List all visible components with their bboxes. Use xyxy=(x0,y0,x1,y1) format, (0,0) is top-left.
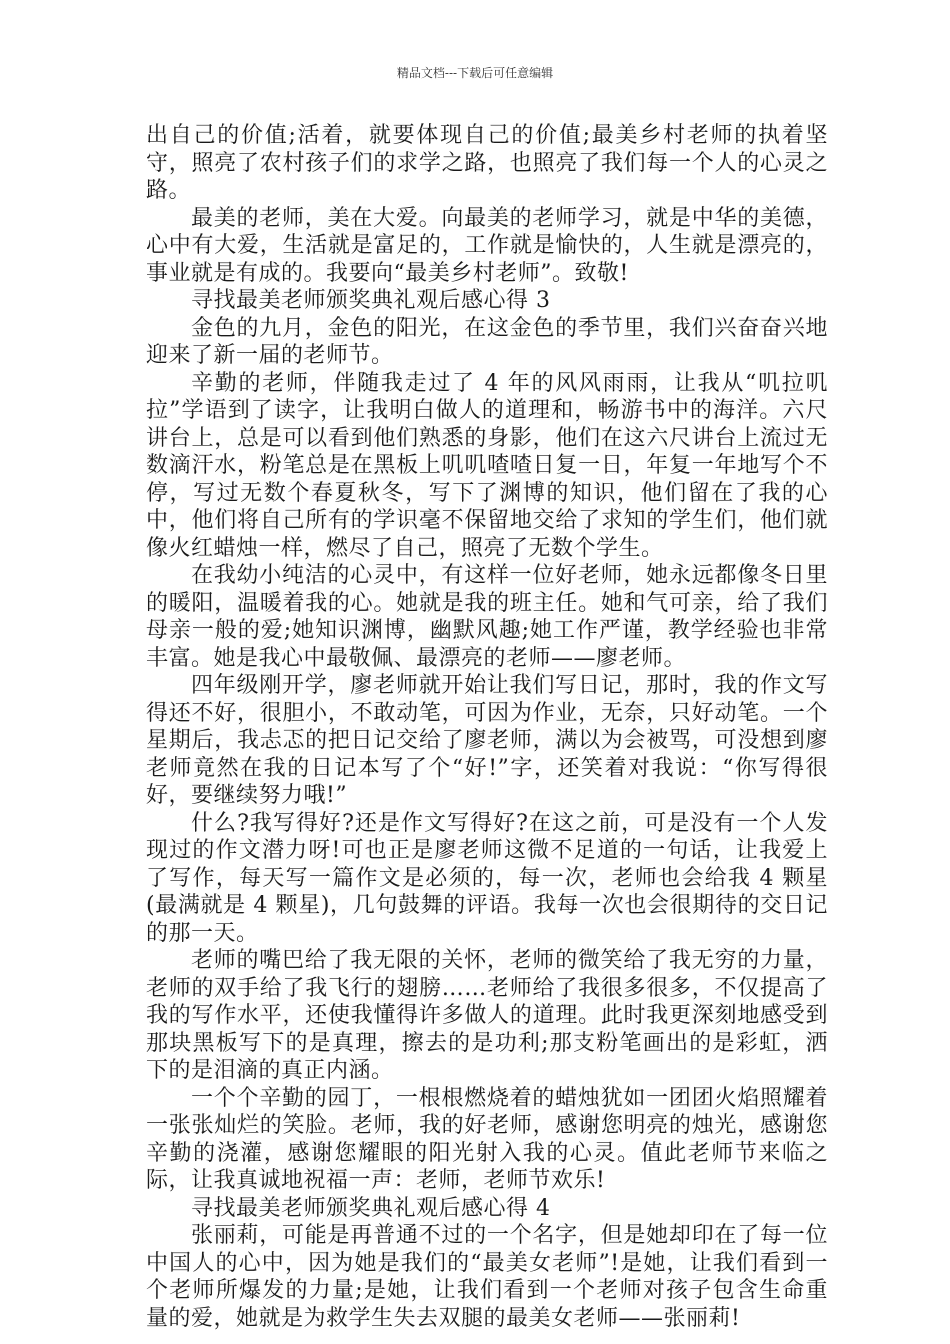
paragraph: 张丽莉，可能是再普通不过的一个名字，但是她却印在了每一位中国人的心中，因为她是我们的“最美女老师”!是她，让我们看到一个老师所爆发的力量;是她，让我们看到一个老师对孩子包含生命重量的爱，她就是为救学生失去双腿的最美女老师——张丽莉! xyxy=(146,1223,828,1331)
paragraph: 出自己的价值;活着，就要体现自己的价值;最美乡村老师的执着坚守，照亮了农村孩子们的求学之路，也照亮了我们每一个人的心灵之路。 xyxy=(146,123,828,203)
section-heading: 寻找最美老师颁奖典礼观后感心得 4 xyxy=(191,1195,551,1221)
paragraph: 辛勤的老师，伴随我走过了 4 年的风风雨雨，让我从“叽拉叽拉”学语到了读字，让我明白做人的道理和，畅游书中的海洋。六尺讲台上，总是可以看到他们熟悉的身影，他们在这六尺讲台上流过无数滴汗水，粉笔总是在黑板上叽叽喳喳日复一日，年复一年地写个不停，写过无数个春夏秋冬，写下了渊博的知识，他们留在了我的心中，他们将自己所有的学识毫不保留地交给了求知的学生们，他们就像火红蜡烛一样，燃尽了自己，照亮了无数个学生。 xyxy=(146,370,828,561)
section-heading: 寻找最美老师颁奖典礼观后感心得 3 xyxy=(191,288,551,313)
paragraph: 四年级刚开学，廖老师就开始让我们写日记，那时，我的作文写得还不好，很胆小，不敢动笔，可因为作业，无奈，只好动笔。一个星期后，我忐忑的把日记交给了廖老师，满以为会被骂，可没想到廖老师竟然在我的日记本写了个“好!”字，还笑着对我说：“你写得很好，要继续努力哦!” xyxy=(146,673,828,808)
paragraph: 最美的老师，美在大爱。向最美的老师学习，就是中华的美德，心中有大爱，生活就是富足的，工作就是愉快的，人生就是漂亮的，事业就是有成的。我要向“最美乡村老师”。致敬! xyxy=(146,205,828,286)
paragraph: 什么?我写得好?还是作文写得好?在这之前，可是没有一个人发现过的作文潜力呀!可也正是廖老师这微不足道的一句话，让我爱上了写作，每天写一篇作文是必须的，每一次，老师也会给我 4 颗星(最满就是 4 颗星)，几句鼓舞的评语。我每一次也会很期待的交日记的那一天。 xyxy=(146,810,828,946)
page-header: 精品文档---下载后可任意编辑 xyxy=(396,66,554,80)
paragraph: 老师的嘴巴给了我无限的关怀，老师的微笑给了我无穷的力量，老师的双手给了我飞行的翅膀……老师给了我很多很多，不仅提高了我的写作水平，还使我懂得许多做人的道理。此时我更深刻地感受到那块黑板写下的是真理，擦去的是功利;那支粉笔画出的是彩虹，洒下的是泪滴的真正内涵。 xyxy=(146,948,828,1083)
paragraph: 一个个辛勤的园丁，一根根燃烧着的蜡烛犹如一团团火焰照耀着一张张灿烂的笑脸。老师，我的好老师，感谢您明亮的烛光，感谢您辛勤的浇灌，感谢您耀眼的阳光射入我的心灵。值此老师节来临之际，让我真诚地祝福一声：老师，老师节欢乐! xyxy=(146,1085,828,1193)
document-body xyxy=(146,122,828,1332)
paragraph: 在我幼小纯洁的心灵中，有这样一位好老师，她永远都像冬日里的暖阳，温暖着我的心。她就是我的班主任。她和气可亲，给了我们母亲一般的爱;她知识渊博，幽默风趣;她工作严谨，教学经验也非常丰富。她是我心中最敬佩、最漂亮的老师——廖老师。 xyxy=(146,563,828,671)
paragraph: 金色的九月，金色的阳光，在这金色的季节里，我们兴奋奋兴地迎来了新一届的老师节。 xyxy=(146,315,828,368)
